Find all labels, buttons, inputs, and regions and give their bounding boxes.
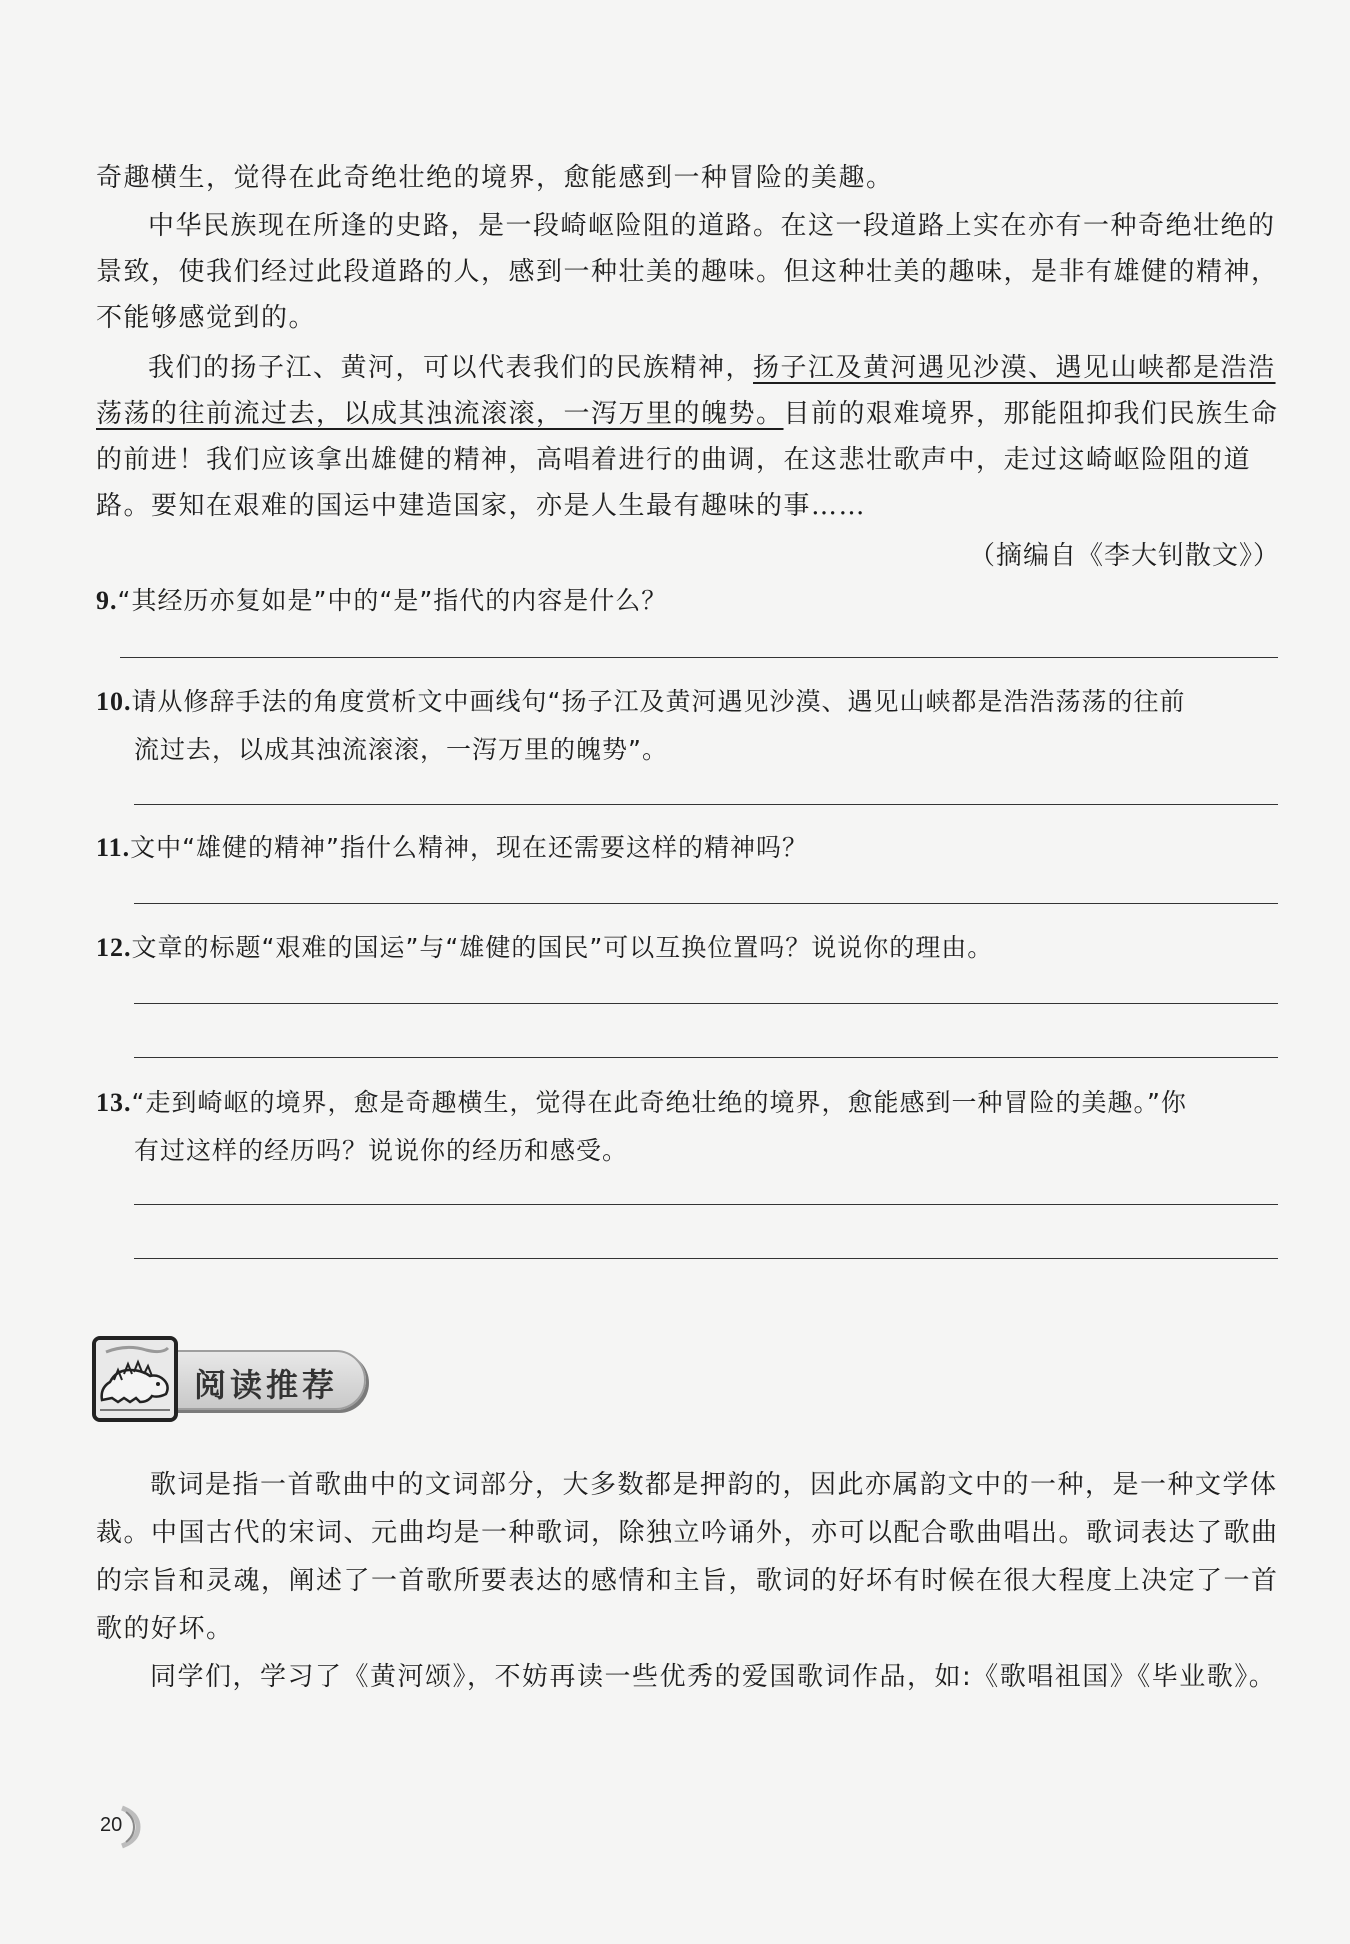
question-number: 11. [96, 833, 131, 862]
underlined-sentence: 扬子江及黄河遇见沙漠、遇见山峡都是浩浩荡荡的往前流过去，以成其浊流滚滚，一泻万里的魄势。 [96, 353, 1276, 429]
question-text-continued: 流过去，以成其浊流滚滚，一泻万里的魄势”。 [134, 735, 668, 764]
article-paragraph-1: 中华民族现在所逢的史路，是一段崎岖险阻的道路。在这一段道路上实在亦有一种奇绝壮绝的景致，使我们经过此段道路的人，感到一种壮美的趣味。但这种壮美的趣味，是非有雄健的精神，不能够感觉到的。 [96, 211, 1279, 333]
section-title: 阅读推荐 [194, 1366, 339, 1404]
dinosaur-icon [92, 1336, 178, 1422]
question-13 [96, 1079, 1280, 1175]
question-number: 12. [96, 933, 132, 962]
question-text: 文中“雄健的精神”指什么精神，现在还需要这样的精神吗？ [130, 833, 808, 862]
question-number: 9. [96, 586, 118, 615]
article-paragraph-2-end: 目前的艰难境界，那能阻抑我们民族生命的前进！我们应该拿出雄健的精神，高唱着进行的曲调，在这悲壮歌声中，走过这崎岖险阻的道路。要知在艰难的国运中建造国家，亦是人生最有趣味的事…… [96, 399, 1279, 521]
page-number: 20 [100, 1814, 123, 1836]
question-11 [96, 824, 1280, 872]
question-number: 10. [96, 687, 132, 716]
article-paragraph-0: 奇趣横生，觉得在此奇绝壮绝的境界，愈能感到一种冒险的美趣。 [96, 163, 894, 193]
answer-line[interactable] [134, 1258, 1278, 1259]
recommend-paragraph-1: 歌词是指一首歌曲中的文词部分，大多数都是押韵的，因此亦属韵文中的一种，是一种文学体裁。中国古代的宋词、元曲均是一种歌词，除独立吟诵外，亦可以配合歌曲唱出。歌词表达了歌曲的宗旨和灵魂，阐述了一首歌所要表达的感情和主旨，歌词的好坏有时候在很大程度上决定了一首歌的好坏。 [96, 1470, 1279, 1644]
section-title-tab [162, 1350, 366, 1410]
question-number: 13. [96, 1088, 132, 1117]
reading-recommendation-banner [92, 1336, 372, 1422]
question-12 [96, 924, 1280, 972]
answer-line[interactable] [134, 1003, 1278, 1004]
question-text: “走到崎岖的境界，愈是奇趣横生，觉得在此奇绝壮绝的境界，愈能感到一种冒险的美趣。”你 [131, 1088, 1187, 1117]
answer-line[interactable] [120, 657, 1278, 658]
question-text: 请从修辞手法的角度赏析文中画线句“扬子江及黄河遇见沙漠、遇见山峡都是浩浩荡荡的往前 [131, 687, 1186, 716]
answer-line[interactable] [134, 804, 1278, 805]
article-paragraph-2 [96, 345, 1280, 529]
answer-line[interactable] [134, 1057, 1278, 1058]
question-text-continued: 有过这样的经历吗？说说你的经历和感受。 [134, 1136, 629, 1165]
question-text: “其经历亦复如是”中的“是”指代的内容是什么？ [117, 586, 668, 615]
page-number-badge [92, 1804, 144, 1850]
answer-line[interactable] [134, 1204, 1278, 1205]
question-9 [96, 577, 1280, 625]
answer-line[interactable] [134, 903, 1278, 904]
recommend-paragraph-2: 同学们，学习了《黄河颂》，不妨再读一些优秀的爱国歌词作品，如:《歌唱祖国》《毕业歌》。 [150, 1662, 1277, 1692]
article-source: （摘编自《李大钊散文》） [968, 541, 1280, 571]
article-paragraph-2-start: 我们的扬子江、黄河，可以代表我们的民族精神， [148, 353, 754, 383]
question-text: 文章的标题“艰难的国运”与“雄健的国民”可以互换位置吗？说说你的理由。 [131, 933, 994, 962]
question-10 [96, 678, 1280, 774]
